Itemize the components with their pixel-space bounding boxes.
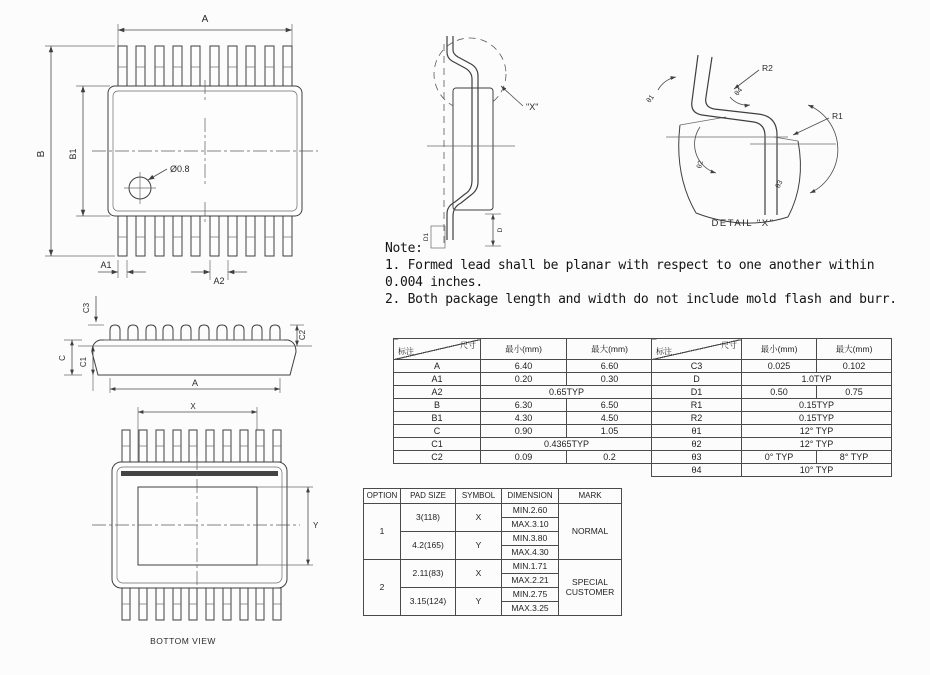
table-row [394,412,653,425]
opt-header-pad-size: PAD SIZE [401,489,456,504]
table-row [652,451,892,464]
dim-max: 0.102 [817,360,892,373]
dim-symbol: D1 [652,386,742,399]
dim-min: 0.50 [742,386,817,399]
dimension-cell: MIN.2.60 [502,504,559,518]
dim-symbol: C [394,425,481,438]
table-row [652,373,892,386]
dimension-cell: MIN.3.80 [502,532,559,546]
detail-x-drawing [638,45,853,240]
symbol-cell: X [456,504,502,532]
dim-label-d: D [497,227,504,233]
dim-min: 0.025 [742,360,817,373]
dim-min: 6.30 [481,399,567,412]
dim-symbol: θ3 [652,451,742,464]
dim-symbol: D [652,373,742,386]
r2-label: R2 [762,63,773,73]
dim-label-a-side: A [191,378,199,388]
side-leads [110,325,280,340]
table-row [394,373,653,386]
dim-label-y: Y [313,521,319,530]
dim-label-x: X [190,402,196,411]
notes-block [385,240,930,308]
dim-label-a1: A1 [100,260,112,270]
side-body [78,340,312,375]
option-cell: 1 [364,504,401,560]
dim-symbol: R1 [652,399,742,412]
col-header-min: 最小(mm) [481,339,567,360]
theta3-label: θ3 [774,179,785,190]
symbol-cell: Y [456,532,502,560]
pad-size-cell: 3.15(124) [401,588,456,616]
profile-body [453,88,493,210]
dim-min: 0° TYP [742,451,817,464]
dim-a-side [110,378,280,393]
detail-x-leader [501,86,538,112]
side-view-drawing [52,288,357,400]
dim-max: 4.50 [567,412,653,425]
dim-symbol: A2 [394,386,481,399]
table-row [394,360,653,373]
mark-cell: SPECIAL CUSTOMER [559,560,622,616]
opt-header-option: OPTION [364,489,401,504]
dim-label-b: B [36,150,47,158]
dim-label-c3: C3 [82,302,91,314]
bottom-leads-upper [122,430,281,462]
table-row [652,399,892,412]
mark-cell: NORMAL [559,504,622,560]
dim-c3 [82,296,104,325]
opt-header-mark: MARK [559,489,622,504]
dim-table-corner [394,339,481,360]
dim-table-corner [652,339,742,360]
dim-label-c: C [58,355,67,361]
dim-symbol: A1 [394,373,481,386]
detail-angle-arcs [658,77,838,193]
note-line-2: 0.004 inches. [385,275,483,290]
table-row [364,504,622,518]
dim-max: 0.75 [817,386,892,399]
dim-a-top [118,14,292,46]
detail-x-caption: DETAIL "X" [711,218,775,229]
dim-label-b1: B1 [68,148,78,160]
dimension-table-right [651,338,892,477]
lead-profile-drawing [425,18,620,258]
dim-symbol: R2 [652,412,742,425]
dim-symbol: C1 [394,438,481,451]
dim-label-c2: C2 [298,329,307,341]
pad-size-cell: 3(118) [401,504,456,532]
table-row [652,412,892,425]
detail-lead-bend [692,55,777,215]
dim-max: 0.2 [567,451,653,464]
dim-typ: 0.15TYP [742,399,892,412]
table-row [394,425,653,438]
corner-label-symbol: 标注 [398,347,414,356]
table-row [652,386,892,399]
dim-max: 6.60 [567,360,653,373]
dim-label-d1: D1 [423,232,430,242]
table-row [394,451,653,464]
bottom-leads-lower [122,588,281,620]
dim-symbol: B [394,399,481,412]
note-heading: Note: [385,241,423,256]
table-row [364,560,622,574]
symbol-cell: Y [456,588,502,616]
dim-max: 0.30 [567,373,653,386]
note-line-3: 2. Both package length and width do not include mold flash and burr. [385,292,897,307]
radius-r2-callout [734,63,773,89]
col-header-max: 最大(mm) [817,339,892,360]
note-line-1: 1. Formed lead shall be planar with respect to one another within [385,258,875,273]
table-row [394,399,653,412]
dim-symbol: θ1 [652,425,742,438]
dim-typ: 0.15TYP [742,412,892,425]
dimension-cell: MAX.3.25 [502,602,559,616]
table-row [394,386,653,399]
table-row [652,360,892,373]
table-row [652,438,892,451]
dim-symbol: θ4 [652,464,742,477]
theta2-label: θ2 [696,159,705,170]
dim-max: 8° TYP [817,451,892,464]
dim-typ: 0.4365TYP [481,438,653,451]
dim-min: 4.30 [481,412,567,425]
dim-symbol: C2 [394,451,481,464]
dim-symbol: θ2 [652,438,742,451]
dim-label-c1: C1 [79,356,88,368]
col-header-min: 最小(mm) [742,339,817,360]
corner-label-dimension: 尺寸 [721,341,737,350]
dim-symbol: C3 [652,360,742,373]
dimension-cell: MAX.3.10 [502,518,559,532]
dimension-cell: MAX.4.30 [502,546,559,560]
detail-reference-lines [666,137,836,144]
opt-header-symbol: SYMBOL [456,489,502,504]
dimension-cell: MIN.1.71 [502,560,559,574]
body-top-band [121,471,278,476]
theta4-label: θ4 [733,86,745,98]
dim-c1 [79,346,93,391]
dim-label-a2: A2 [213,276,225,286]
dimension-cell: MAX.2.21 [502,574,559,588]
dim-typ: 12° TYP [742,425,892,438]
opt-header-dimension: DIMENSION [502,489,559,504]
dim-typ: 0.65TYP [481,386,653,399]
dim-min: 0.09 [481,451,567,464]
pad-size-cell: 4.2(165) [401,532,456,560]
dim-a2 [191,260,247,286]
table-row [652,464,892,477]
dim-typ: 12° TYP [742,438,892,451]
bottom-view-drawing [85,402,345,664]
dim-min: 0.20 [481,373,567,386]
option-cell: 2 [364,560,401,616]
dim-typ: 1.0TYP [742,373,892,386]
symbol-cell: X [456,560,502,588]
r1-label: R1 [832,111,843,121]
table-row [652,425,892,438]
pin1-diameter-label: Ø0.8 [170,164,190,174]
radius-r1-callout [793,111,843,135]
dim-typ: 10° TYP [742,464,892,477]
dimension-table-left [393,338,653,464]
dim-a1 [98,260,146,278]
dim-max: 6.50 [567,399,653,412]
dim-symbol: B1 [394,412,481,425]
bottom-view-caption: BOTTOM VIEW [150,636,216,646]
dim-max: 1.05 [567,425,653,438]
table-row [394,438,653,451]
detail-ref-label: "X" [526,102,539,112]
dim-min: 6.40 [481,360,567,373]
corner-label-symbol: 标注 [656,347,672,356]
dim-label-a: A [201,14,209,25]
top-view-drawing [20,8,330,286]
pad-size-cell: 2.11(83) [401,560,456,588]
option-table [363,488,622,616]
corner-label-dimension: 尺寸 [460,341,476,350]
theta1-label: θ1 [645,93,656,105]
dim-min: 0.90 [481,425,567,438]
dim-symbol: A [394,360,481,373]
dimension-cell: MIN.2.75 [502,588,559,602]
col-header-max: 最大(mm) [567,339,653,360]
